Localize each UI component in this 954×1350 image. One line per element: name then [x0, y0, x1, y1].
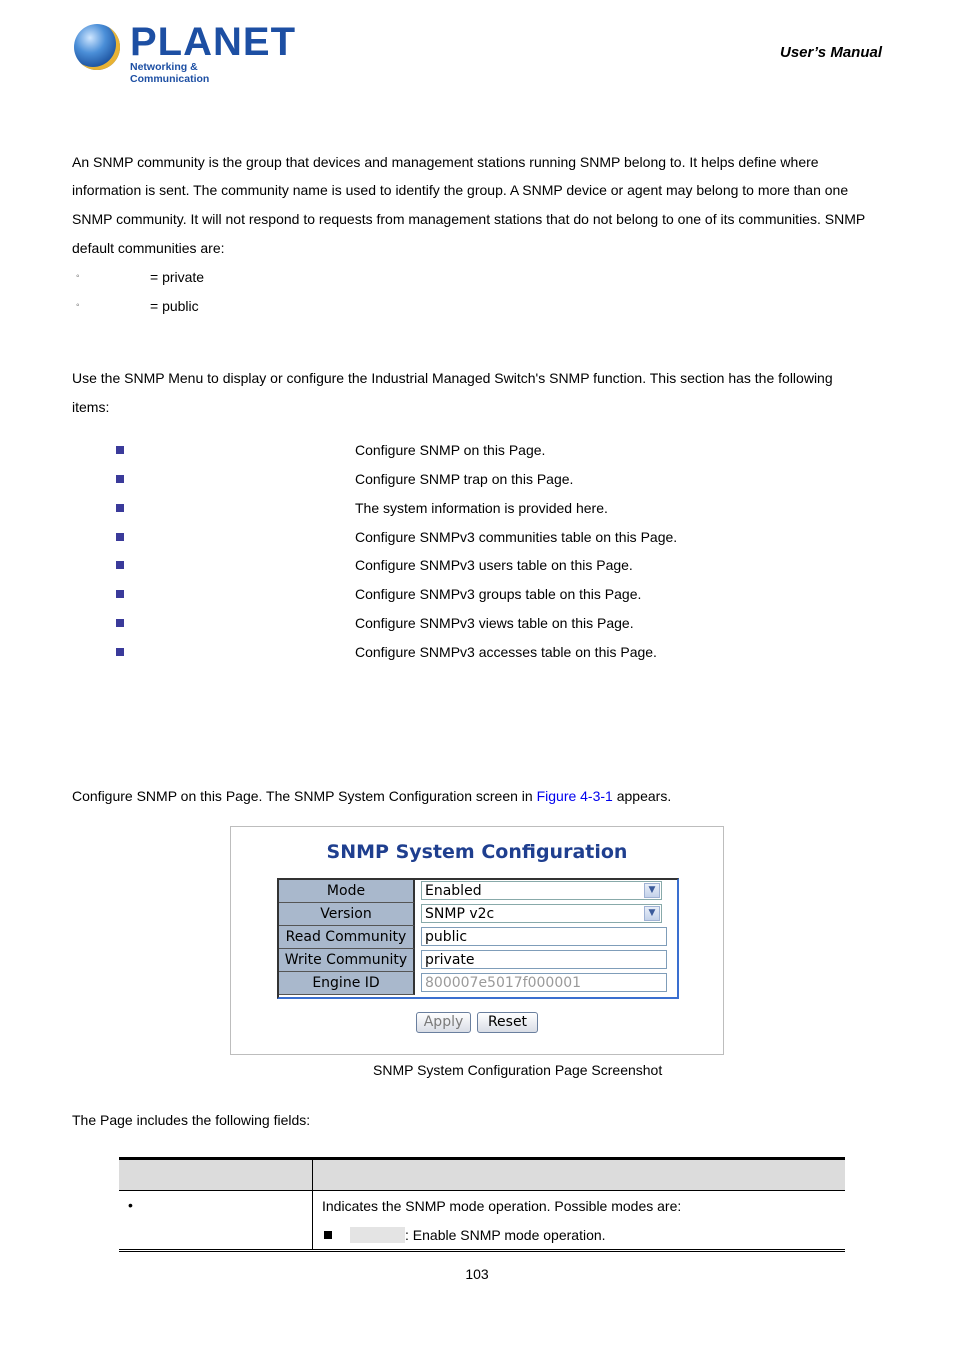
square-bullet-icon	[116, 590, 124, 598]
globe-icon	[74, 24, 120, 70]
config-title: SNMP System Configuration	[326, 841, 628, 863]
menu-intro-line: Use the SNMP Menu to display or configure the Industrial Managed Switch's SNMP function. This section has the following	[72, 370, 833, 386]
intro-line: information is sent. The community name is used to identify the group. A SNMP device or agent may belong to more than one	[72, 182, 849, 198]
intro-line: SNMP community. It will not respond to requests from management stations that do not belong to one of its communities. SNMP	[72, 211, 866, 227]
logo-wordmark: PLANET	[130, 20, 296, 64]
default-community-value: = private	[150, 269, 205, 285]
square-bullet-icon	[116, 504, 124, 512]
default-community-marker: ◦	[76, 271, 80, 282]
square-bullet-icon	[324, 1231, 332, 1239]
menu-item-description: Configure SNMP trap on this Page.	[355, 471, 574, 487]
intro-line: An SNMP community is the group that devices and management stations running SNMP belong to. It helps define where	[72, 154, 819, 170]
planet-logo	[72, 20, 296, 85]
table-header	[119, 1160, 845, 1190]
write-community-input[interactable]: private	[421, 950, 667, 969]
config-row-write-community	[279, 949, 677, 972]
section-intro	[72, 788, 671, 804]
default-community-value: = public	[150, 298, 199, 314]
square-bullet-icon	[116, 533, 124, 541]
manual-label: User’s Manual	[780, 44, 882, 61]
menu-item-description: Configure SNMPv3 groups table on this Page.	[355, 586, 642, 602]
snmp-config-screenshot	[230, 826, 724, 1055]
table-rule	[119, 1249, 845, 1252]
square-bullet-icon	[116, 446, 124, 454]
square-bullet-icon	[116, 648, 124, 656]
option-description: : Enable SNMP mode operation.	[405, 1227, 606, 1243]
square-bullet-icon	[116, 561, 124, 569]
figure-caption: SNMP System Configuration Page Screenshot	[373, 1062, 663, 1078]
menu-item-description: Configure SNMPv3 accesses table on this Page.	[355, 644, 657, 660]
row-bullet: •	[128, 1197, 133, 1213]
version-value: SNMP v2c	[425, 906, 495, 922]
section-text: Configure SNMP on this Page. The SNMP System Configuration screen in	[72, 788, 537, 804]
figure-link[interactable]: Figure 4-3-1	[536, 788, 613, 804]
intro-line: default communities are:	[72, 240, 225, 256]
engine-id-input[interactable]: 800007e5017f000001	[421, 973, 667, 992]
version-select[interactable]	[421, 904, 662, 923]
write-community-label: Write Community	[279, 949, 415, 972]
config-row-engine-id	[279, 972, 677, 995]
mode-label: Mode	[279, 880, 415, 903]
mode-value: Enabled	[425, 883, 482, 899]
chevron-down-icon[interactable]: ▼	[644, 883, 660, 898]
menu-item-description: Configure SNMPv3 views table on this Page.	[355, 615, 634, 631]
menu-item-description: Configure SNMPv3 users table on this Page.	[355, 557, 633, 573]
fields-table	[119, 1157, 845, 1252]
version-label: Version	[279, 903, 415, 926]
field-description: Indicates the SNMP mode operation. Possible modes are:	[322, 1198, 682, 1214]
read-community-input[interactable]: public	[421, 927, 667, 946]
config-row-mode	[279, 880, 677, 903]
reset-button[interactable]: Reset	[477, 1012, 538, 1033]
menu-item-description: Configure SNMP on this Page.	[355, 442, 546, 458]
read-community-label: Read Community	[279, 926, 415, 949]
square-bullet-icon	[116, 619, 124, 627]
default-community-marker: ◦	[76, 300, 80, 311]
engine-id-label: Engine ID	[279, 972, 415, 995]
table-rule	[119, 1190, 845, 1191]
option-name-highlight	[350, 1227, 405, 1243]
fields-intro: The Page includes the following fields:	[72, 1112, 311, 1128]
config-table	[277, 878, 679, 999]
section-text: appears.	[612, 788, 672, 804]
menu-intro-line: items:	[72, 399, 110, 415]
logo-tagline: Networking & Communication	[130, 61, 210, 85]
config-row-version	[279, 903, 677, 926]
chevron-down-icon[interactable]: ▼	[644, 906, 660, 921]
table-divider	[312, 1160, 313, 1249]
page-number: 103	[465, 1266, 489, 1282]
menu-item-description: Configure SNMPv3 communities table on this Page.	[355, 529, 678, 545]
menu-item-description: The system information is provided here.	[355, 500, 608, 516]
mode-select[interactable]	[421, 881, 662, 900]
config-row-read-community	[279, 926, 677, 949]
square-bullet-icon	[116, 475, 124, 483]
apply-button[interactable]: Apply	[416, 1012, 471, 1033]
